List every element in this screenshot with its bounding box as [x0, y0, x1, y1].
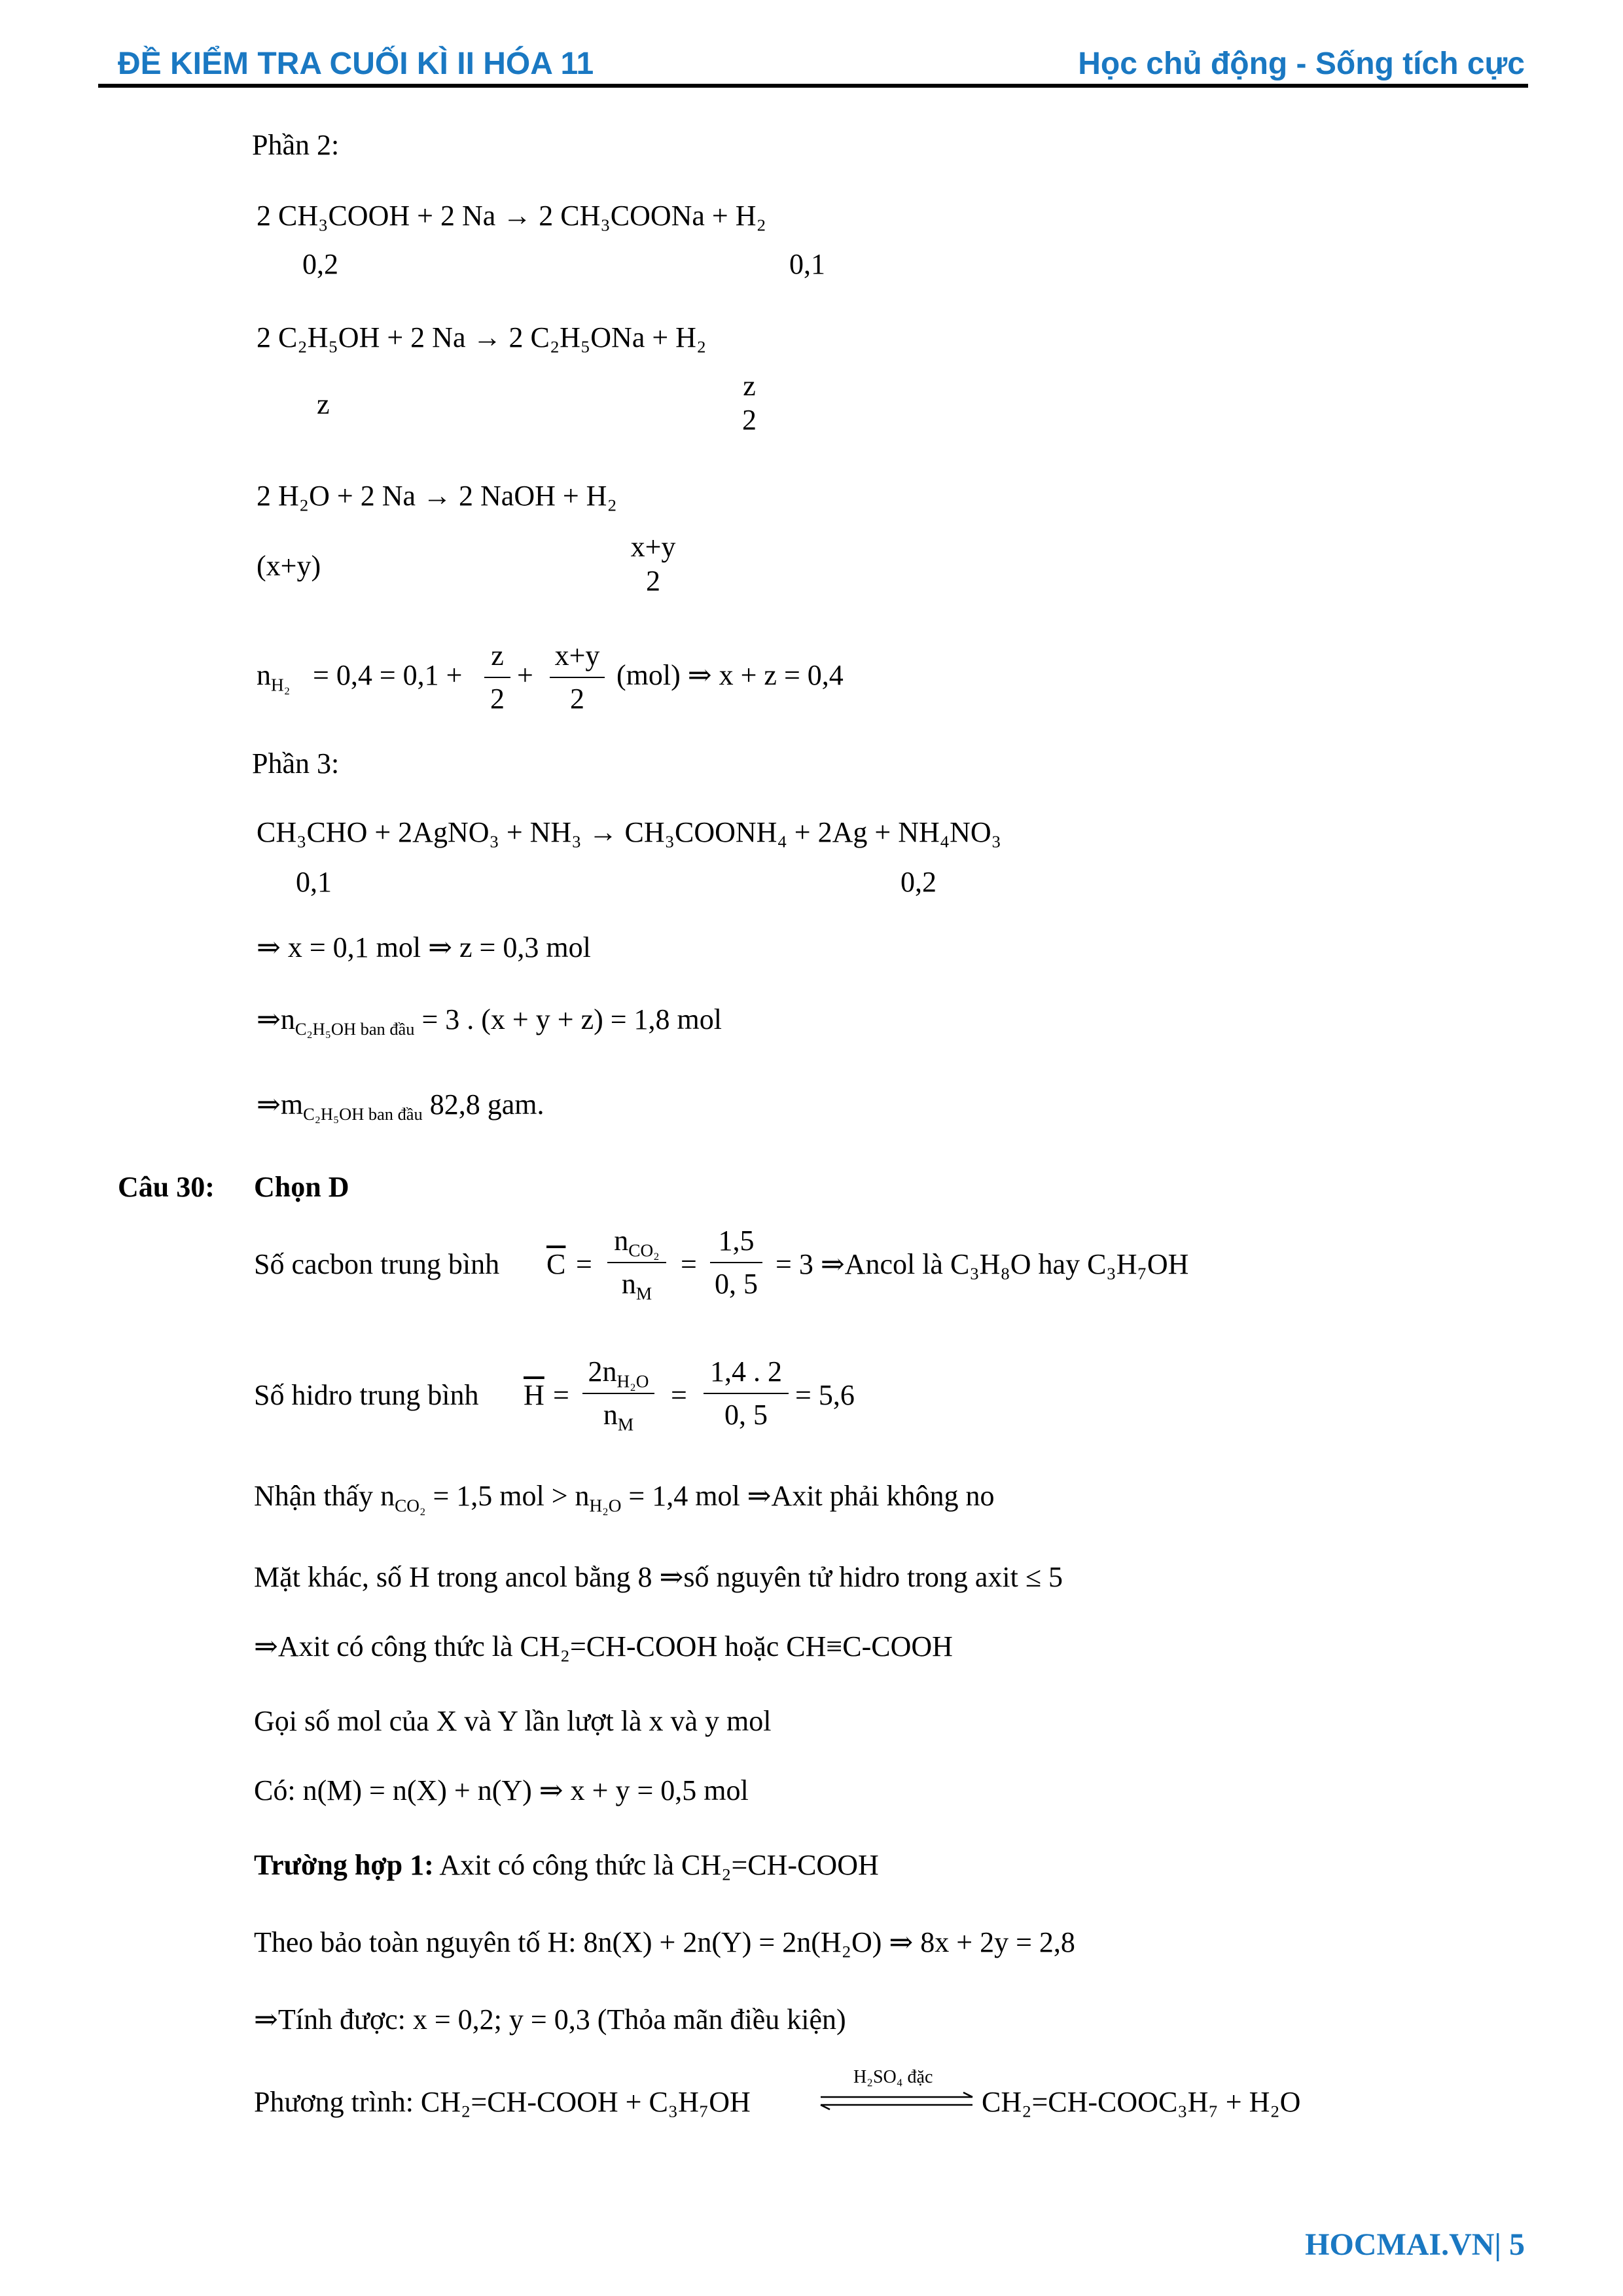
acid-formula-line: ⇒Axit có công thức là CH₂=CH-COOH hoặc CH≡C-COOH [254, 1630, 953, 1662]
header-slogan: Học chủ động - Sống tích cực [1078, 46, 1525, 81]
part2-r2-mol-a: z [317, 388, 330, 420]
part2-sum-mid: = 0,4 = 0,1 + [313, 659, 463, 691]
question-30-answer: Chọn D [254, 1171, 349, 1203]
avg-hydrogen-fraction-1: $2n_{H_2O}$ $n_M$ [582, 1357, 654, 1429]
document-title: ĐỀ KIỂM TRA CUỐI KÌ II HÓA 11 [118, 46, 594, 81]
avg-hydrogen-fraction-2: 1,4 . 2 0, 5 [704, 1357, 789, 1429]
part3-mol-b: 0,2 [901, 866, 936, 898]
part2-reaction-1: 2 CH₃COOH + 2 Na → 2 CH₃COONa + H₂ [257, 200, 766, 232]
avg-carbon-fraction-2: 1,5 0, 5 [710, 1227, 762, 1299]
avg-carbon-fraction-1: $n_{CO_2}$ $n_M$ [607, 1227, 666, 1299]
avg-carbon-label: Số cacbon trung bình [254, 1248, 500, 1280]
part3-heading: Phần 3: [252, 747, 340, 780]
part2-r1-mol-a: 0,2 [302, 248, 338, 280]
let-line: Gọi số mol của X và Y lần lượt là x và y mol [254, 1705, 772, 1737]
avg-carbon-symbol: $\overline{C}$ [546, 1248, 566, 1280]
equation-left: Phương trình: CH₂=CH-COOH + C₃H₇OH [254, 2086, 751, 2118]
reversible-arrow-icon [818, 2092, 975, 2111]
part3-result-1: ⇒ x = 0,1 mol ⇒ z = 0,3 mol [257, 931, 591, 963]
part3-mol-a: 0,1 [296, 866, 332, 898]
part3-reaction: CH₃CHO + 2AgNO₃ + NH₃ → CH₃COONH₄ + 2Ag + NH₄NO₃ [257, 816, 1001, 848]
avg-hydrogen-eq-2: = [671, 1379, 687, 1411]
footer-page-number: HOCMAI.VN| 5 [1305, 2227, 1525, 2262]
calculation-line: ⇒Tính được: x = 0,2; y = 0,3 (Thỏa mãn điều kiện) [254, 2003, 846, 2036]
avg-hydrogen-result: = 5,6 [795, 1379, 855, 1411]
conservation-line: Theo bảo toàn nguyên tố H: 8n(X) + 2n(Y) = 2n(H₂O) ⇒ 8x + 2y = 2,8 [254, 1926, 1075, 1958]
question-30-label: Câu 30: [118, 1171, 215, 1203]
part3-result-2: $\Rightarrow n_{C_2H_5OH ban đầu} = 3$ . (x + y + z) = 1,8 mol [257, 1003, 722, 1039]
equation-right: CH₂=CH-COOC₃H₇ + H₂O [982, 2086, 1301, 2118]
part2-reaction-2: 2 C₂H₅OH + 2 Na → 2 C₂H₅ONa + H₂ [257, 321, 707, 353]
part2-sum-plus: + [517, 659, 533, 691]
observation-line: Nhận thấy $n_{CO_2} = 1,5$ mol > $n_{H_2O} = 1,4$ mol ⇒Axit phải không no [254, 1480, 995, 1516]
avg-carbon-result: = 3 ⇒Ancol là C₃H₈O hay C₃H₇OH [776, 1248, 1189, 1280]
part2-r1-mol-b: 0,1 [789, 248, 825, 280]
avg-hydrogen-eq: = [553, 1379, 569, 1411]
avg-carbon-eq: = [576, 1248, 592, 1280]
part2-r2-fraction: z 2 [742, 370, 757, 436]
part2-reaction-3: 2 H₂O + 2 Na → 2 NaOH + H₂ [257, 480, 617, 512]
part3-result-3: $\Rightarrow m_{C_2H_5OH ban đầu}$ 82,8 gam. [257, 1088, 544, 1124]
part2-sum-right: (mol) ⇒ x + z = 0,4 [616, 659, 844, 691]
part2-sum-n: $n_{H_2}$ [257, 659, 291, 695]
avg-hydrogen-label: Số hidro trung bình [254, 1379, 479, 1411]
avg-carbon-eq-2: = [681, 1248, 697, 1280]
other-line: Mặt khác, số H trong ancol bằng 8 ⇒số nguyên tử hidro trong axit ≤ 5 [254, 1561, 1063, 1593]
part2-sum-fraction-1: z 2 [484, 641, 510, 713]
case-1-line: Trường hợp 1: Axit có công thức là CH₂=CH-COOH [254, 1849, 879, 1881]
header-rule [98, 84, 1528, 88]
part2-r3-fraction: x+y 2 [630, 531, 676, 597]
have-line: Có: n(M) = n(X) + n(Y) ⇒ x + y = 0,5 mol [254, 1774, 749, 1806]
avg-hydrogen-symbol: $\overline{H}$ [524, 1379, 544, 1411]
part2-sum-fraction-2: x+y 2 [550, 641, 605, 713]
part2-r3-mol-a: (x+y) [257, 550, 321, 582]
equation-condition: H₂SO₄ đặc [853, 2067, 933, 2087]
part2-heading: Phần 2: [252, 129, 340, 161]
